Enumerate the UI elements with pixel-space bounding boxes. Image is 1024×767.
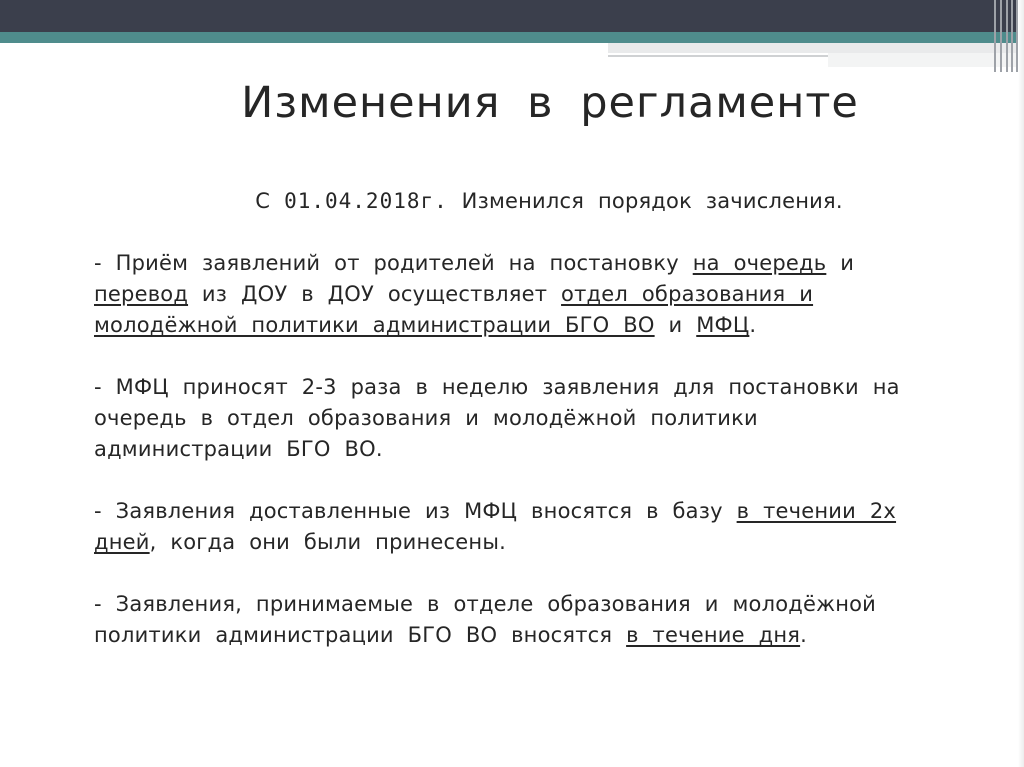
underlined-text: в течении 2х дней bbox=[94, 499, 897, 554]
paragraph-text: и bbox=[826, 251, 855, 275]
intro-line bbox=[94, 186, 924, 217]
slide-body bbox=[94, 186, 924, 651]
header-stripe bbox=[1000, 0, 1002, 72]
intro-date: 01.04.2018г. bbox=[284, 189, 448, 213]
header-light-band bbox=[608, 43, 1024, 53]
paragraph-text: . bbox=[800, 623, 807, 647]
paragraph-text: - Заявления доставленные из МФЦ вносятся в базу bbox=[94, 499, 737, 523]
underlined-text: МФЦ bbox=[696, 313, 750, 337]
paragraph-text: из ДОУ в ДОУ осуществляет bbox=[188, 282, 562, 306]
header-dark-band bbox=[0, 0, 1024, 32]
intro-text: Изменился порядок зачисления. bbox=[461, 189, 843, 213]
header-thin-line bbox=[608, 55, 828, 57]
paragraph bbox=[94, 372, 924, 465]
intro-prefix: С bbox=[255, 189, 271, 213]
underlined-text: на очередь bbox=[692, 251, 827, 275]
paragraph bbox=[94, 248, 924, 341]
paragraph bbox=[94, 589, 924, 651]
paragraph-text: - Приём заявлений от родителей на постановку bbox=[94, 251, 693, 275]
header-teal-band bbox=[0, 32, 1024, 43]
header-stripe bbox=[1006, 0, 1008, 72]
paragraph-text: - МФЦ приносят 2-3 раза в неделю заявления для постановки на очередь в отдел образования и молодёжной политики администрации БГО ВО. bbox=[94, 375, 900, 461]
header-stripe bbox=[1011, 0, 1013, 72]
paragraph-text: . bbox=[749, 313, 757, 337]
underlined-text: отдел образования и молодёжной политики администрации БГО ВО bbox=[94, 282, 814, 337]
header-stripe bbox=[994, 0, 996, 72]
underlined-text: перевод bbox=[94, 282, 189, 306]
slide-title: Изменения в регламенте bbox=[241, 78, 859, 128]
paragraph-list bbox=[94, 248, 924, 651]
paragraph bbox=[94, 496, 924, 558]
paragraph-text: , когда они были принесены. bbox=[149, 530, 506, 554]
paragraph-text: и bbox=[654, 313, 697, 337]
underlined-text: в течение дня bbox=[626, 623, 801, 647]
paragraph-text: - Заявления, принимаемые в отделе образования и молодёжной политики администрации БГО ВО вносятся bbox=[94, 592, 877, 647]
